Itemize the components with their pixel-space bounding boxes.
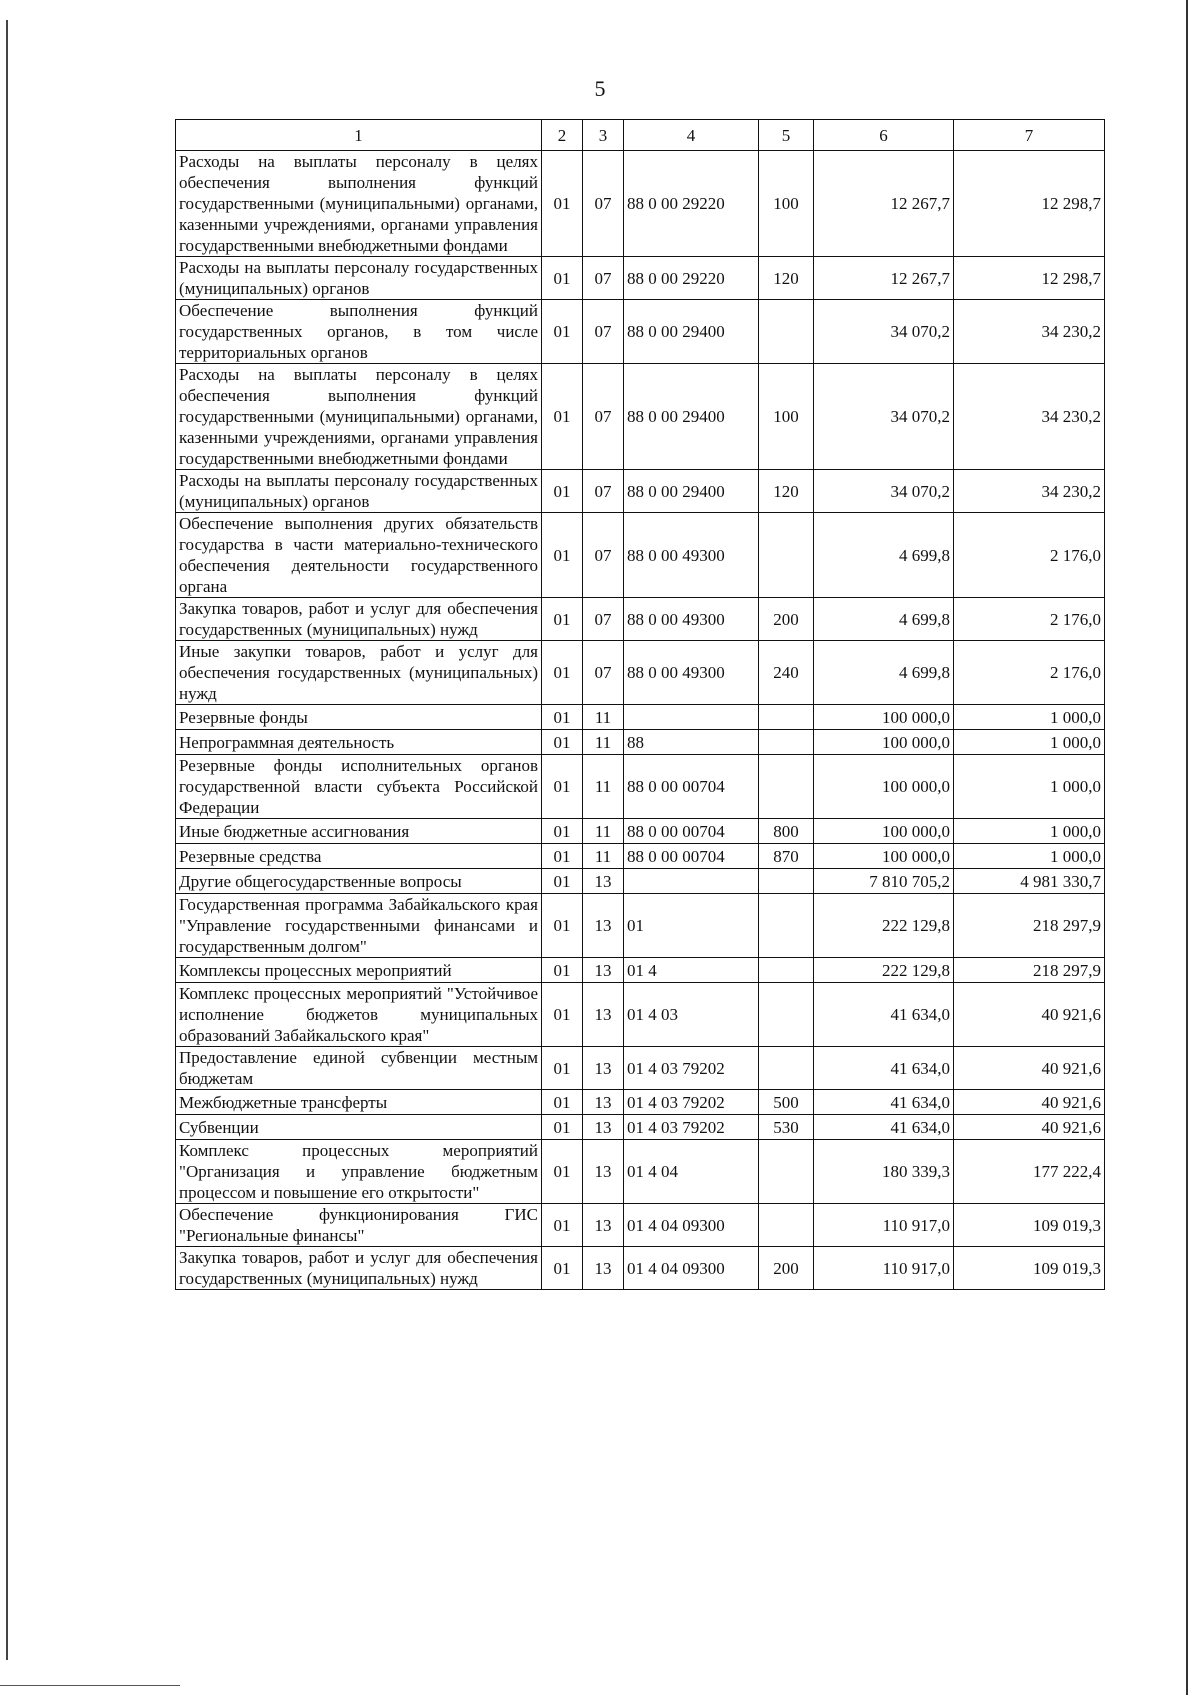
row-section: 01 [542,1090,583,1115]
row-expense-type: 120 [759,470,814,513]
row-amount-year-1: 100 000,0 [814,705,954,730]
row-amount-year-2: 40 921,6 [954,1090,1105,1115]
row-section: 01 [542,958,583,983]
row-name: Расходы на выплаты персоналу в целях обеспечения выполнения функций государственными (муниципальными) органами, казенными учреждениями, органами управления государственными внебюджетными фондами [176,364,542,470]
row-subsection: 13 [583,1115,624,1140]
row-amount-year-1: 222 129,8 [814,958,954,983]
row-amount-year-2: 218 297,9 [954,958,1105,983]
row-section: 01 [542,470,583,513]
row-subsection: 07 [583,151,624,257]
row-amount-year-2: 177 222,4 [954,1140,1105,1204]
row-name: Комплекс процессных мероприятий "Устойчивое исполнение бюджетов муниципальных образований Забайкальского края" [176,983,542,1047]
table-row [176,958,1105,983]
table-row [176,705,1105,730]
table-row [176,151,1105,257]
row-expense-type: 100 [759,364,814,470]
row-subsection: 13 [583,1247,624,1290]
row-name: Комплекс процессных мероприятий "Организация и управление бюджетным процессом и повышение его открытости" [176,1140,542,1204]
table-row [176,470,1105,513]
row-target-article: 01 4 03 79202 [624,1047,759,1090]
row-amount-year-2: 12 298,7 [954,257,1105,300]
row-target-article: 88 0 00 29220 [624,151,759,257]
row-subsection: 07 [583,513,624,598]
row-amount-year-2: 34 230,2 [954,470,1105,513]
row-name: Закупка товаров, работ и услуг для обеспечения государственных (муниципальных) нужд [176,598,542,641]
table-row [176,300,1105,364]
row-target-article: 88 0 00 49300 [624,598,759,641]
row-subsection: 11 [583,705,624,730]
row-amount-year-1: 110 917,0 [814,1204,954,1247]
table-row [176,364,1105,470]
row-subsection: 13 [583,958,624,983]
row-section: 01 [542,705,583,730]
table-row [176,598,1105,641]
row-name: Резервные фонды исполнительных органов государственной власти субъекта Российской Федерации [176,755,542,819]
row-amount-year-2: 1 000,0 [954,844,1105,869]
table-row [176,257,1105,300]
row-amount-year-1: 41 634,0 [814,1090,954,1115]
row-expense-type [759,755,814,819]
row-amount-year-1: 4 699,8 [814,513,954,598]
budget-table [175,119,1105,1290]
scan-edge-right [1186,0,1188,1695]
row-target-article: 01 4 [624,958,759,983]
row-subsection: 13 [583,1140,624,1204]
row-name: Субвенции [176,1115,542,1140]
row-subsection: 11 [583,844,624,869]
row-target-article: 88 0 00 29400 [624,300,759,364]
row-name: Иные бюджетные ассигнования [176,819,542,844]
table-row [176,1115,1105,1140]
row-target-article: 88 [624,730,759,755]
row-amount-year-2: 34 230,2 [954,364,1105,470]
row-amount-year-2: 40 921,6 [954,1115,1105,1140]
table-row [176,641,1105,705]
table-row [176,1090,1105,1115]
row-target-article: 01 4 03 79202 [624,1090,759,1115]
scan-edge-left [6,20,8,1660]
row-section: 01 [542,869,583,894]
row-subsection: 13 [583,1047,624,1090]
row-amount-year-1: 110 917,0 [814,1247,954,1290]
row-amount-year-2: 2 176,0 [954,513,1105,598]
table-row [176,844,1105,869]
header-col-1: 1 [176,120,542,151]
row-amount-year-2: 12 298,7 [954,151,1105,257]
row-expense-type: 240 [759,641,814,705]
row-name: Непрограммная деятельность [176,730,542,755]
row-expense-type [759,705,814,730]
row-section: 01 [542,819,583,844]
row-target-article: 88 0 00 49300 [624,641,759,705]
row-expense-type: 530 [759,1115,814,1140]
row-name: Расходы на выплаты персоналу государственных (муниципальных) органов [176,470,542,513]
row-expense-type: 120 [759,257,814,300]
row-amount-year-2: 109 019,3 [954,1204,1105,1247]
table-row [176,1047,1105,1090]
row-amount-year-2: 109 019,3 [954,1247,1105,1290]
row-expense-type [759,513,814,598]
row-target-article: 88 0 00 29400 [624,470,759,513]
row-expense-type [759,869,814,894]
row-subsection: 13 [583,983,624,1047]
table-row [176,755,1105,819]
row-name: Другие общегосударственные вопросы [176,869,542,894]
header-col-4: 4 [624,120,759,151]
row-expense-type [759,958,814,983]
row-target-article: 01 4 03 [624,983,759,1047]
row-expense-type: 200 [759,1247,814,1290]
row-section: 01 [542,151,583,257]
row-amount-year-1: 34 070,2 [814,364,954,470]
row-section: 01 [542,730,583,755]
row-amount-year-2: 2 176,0 [954,598,1105,641]
row-amount-year-2: 40 921,6 [954,1047,1105,1090]
row-amount-year-1: 34 070,2 [814,470,954,513]
row-subsection: 11 [583,755,624,819]
row-amount-year-1: 4 699,8 [814,641,954,705]
row-expense-type [759,300,814,364]
page-number: 5 [594,76,606,101]
row-subsection: 13 [583,1204,624,1247]
row-expense-type: 200 [759,598,814,641]
row-subsection: 11 [583,819,624,844]
row-name: Обеспечение выполнения других обязательств государства в части материально-технического обеспечения деятельности государственного органа [176,513,542,598]
row-amount-year-1: 100 000,0 [814,730,954,755]
row-target-article [624,869,759,894]
row-name: Обеспечение функционирования ГИС "Региональные финансы" [176,1204,542,1247]
row-amount-year-1: 41 634,0 [814,983,954,1047]
row-expense-type [759,894,814,958]
row-section: 01 [542,641,583,705]
row-amount-year-2: 4 981 330,7 [954,869,1105,894]
row-subsection: 13 [583,894,624,958]
row-section: 01 [542,1047,583,1090]
row-expense-type [759,1047,814,1090]
row-name: Государственная программа Забайкальского края "Управление государственными финансами и государственным долгом" [176,894,542,958]
row-subsection: 07 [583,641,624,705]
row-amount-year-1: 4 699,8 [814,598,954,641]
row-amount-year-2: 1 000,0 [954,755,1105,819]
header-col-7: 7 [954,120,1105,151]
row-name: Предоставление единой субвенции местным бюджетам [176,1047,542,1090]
row-expense-type: 870 [759,844,814,869]
row-subsection: 07 [583,257,624,300]
row-amount-year-1: 222 129,8 [814,894,954,958]
row-section: 01 [542,598,583,641]
row-name: Комплексы процессных мероприятий [176,958,542,983]
row-expense-type [759,983,814,1047]
row-name: Резервные средства [176,844,542,869]
table-row [176,1140,1105,1204]
row-expense-type [759,1204,814,1247]
row-subsection: 13 [583,1090,624,1115]
row-target-article: 88 0 00 00704 [624,755,759,819]
row-amount-year-2: 1 000,0 [954,705,1105,730]
scan-edge-bottom [0,1685,180,1686]
row-expense-type [759,730,814,755]
row-target-article: 88 0 00 49300 [624,513,759,598]
row-subsection: 07 [583,364,624,470]
row-expense-type: 500 [759,1090,814,1115]
row-target-article: 88 0 00 29220 [624,257,759,300]
row-subsection: 07 [583,598,624,641]
row-amount-year-1: 100 000,0 [814,844,954,869]
table-row [176,1204,1105,1247]
row-target-article: 01 4 04 09300 [624,1247,759,1290]
row-amount-year-1: 12 267,7 [814,151,954,257]
row-subsection: 11 [583,730,624,755]
row-name: Расходы на выплаты персоналу государственных (муниципальных) органов [176,257,542,300]
row-amount-year-1: 100 000,0 [814,755,954,819]
row-amount-year-2: 1 000,0 [954,819,1105,844]
row-name: Обеспечение выполнения функций государственных органов, в том числе территориальных органов [176,300,542,364]
row-expense-type: 800 [759,819,814,844]
table-row [176,869,1105,894]
row-amount-year-2: 2 176,0 [954,641,1105,705]
row-section: 01 [542,844,583,869]
row-amount-year-1: 7 810 705,2 [814,869,954,894]
row-amount-year-1: 34 070,2 [814,300,954,364]
row-section: 01 [542,513,583,598]
row-target-article: 88 0 00 29400 [624,364,759,470]
table-row [176,730,1105,755]
row-section: 01 [542,1247,583,1290]
row-section: 01 [542,894,583,958]
row-name: Межбюджетные трансферты [176,1090,542,1115]
row-amount-year-2: 218 297,9 [954,894,1105,958]
table-row [176,1247,1105,1290]
row-target-article: 01 4 04 09300 [624,1204,759,1247]
row-section: 01 [542,300,583,364]
row-expense-type: 100 [759,151,814,257]
row-name: Иные закупки товаров, работ и услуг для обеспечения государственных (муниципальных) нужд [176,641,542,705]
row-amount-year-2: 34 230,2 [954,300,1105,364]
row-section: 01 [542,364,583,470]
row-subsection: 07 [583,300,624,364]
row-target-article: 88 0 00 00704 [624,844,759,869]
row-section: 01 [542,1140,583,1204]
row-target-article: 01 [624,894,759,958]
row-name: Резервные фонды [176,705,542,730]
row-name: Расходы на выплаты персоналу в целях обеспечения выполнения функций государственными (муниципальными) органами, казенными учреждениями, органами управления государственными внебюджетными фондами [176,151,542,257]
row-amount-year-1: 41 634,0 [814,1047,954,1090]
row-expense-type [759,1140,814,1204]
header-col-5: 5 [759,120,814,151]
row-subsection: 07 [583,470,624,513]
row-target-article [624,705,759,730]
row-amount-year-1: 180 339,3 [814,1140,954,1204]
row-subsection: 13 [583,869,624,894]
table-header-row [176,120,1105,151]
row-amount-year-1: 100 000,0 [814,819,954,844]
table-row [176,513,1105,598]
row-name: Закупка товаров, работ и услуг для обеспечения государственных (муниципальных) нужд [176,1247,542,1290]
row-amount-year-2: 1 000,0 [954,730,1105,755]
row-section: 01 [542,755,583,819]
row-section: 01 [542,1204,583,1247]
row-target-article: 01 4 04 [624,1140,759,1204]
row-amount-year-1: 41 634,0 [814,1115,954,1140]
header-col-2: 2 [542,120,583,151]
table-row [176,819,1105,844]
row-target-article: 88 0 00 00704 [624,819,759,844]
table-row [176,894,1105,958]
header-col-6: 6 [814,120,954,151]
row-section: 01 [542,983,583,1047]
row-section: 01 [542,257,583,300]
row-amount-year-1: 12 267,7 [814,257,954,300]
row-section: 01 [542,1115,583,1140]
row-target-article: 01 4 03 79202 [624,1115,759,1140]
row-amount-year-2: 40 921,6 [954,983,1105,1047]
header-col-3: 3 [583,120,624,151]
table-row [176,983,1105,1047]
